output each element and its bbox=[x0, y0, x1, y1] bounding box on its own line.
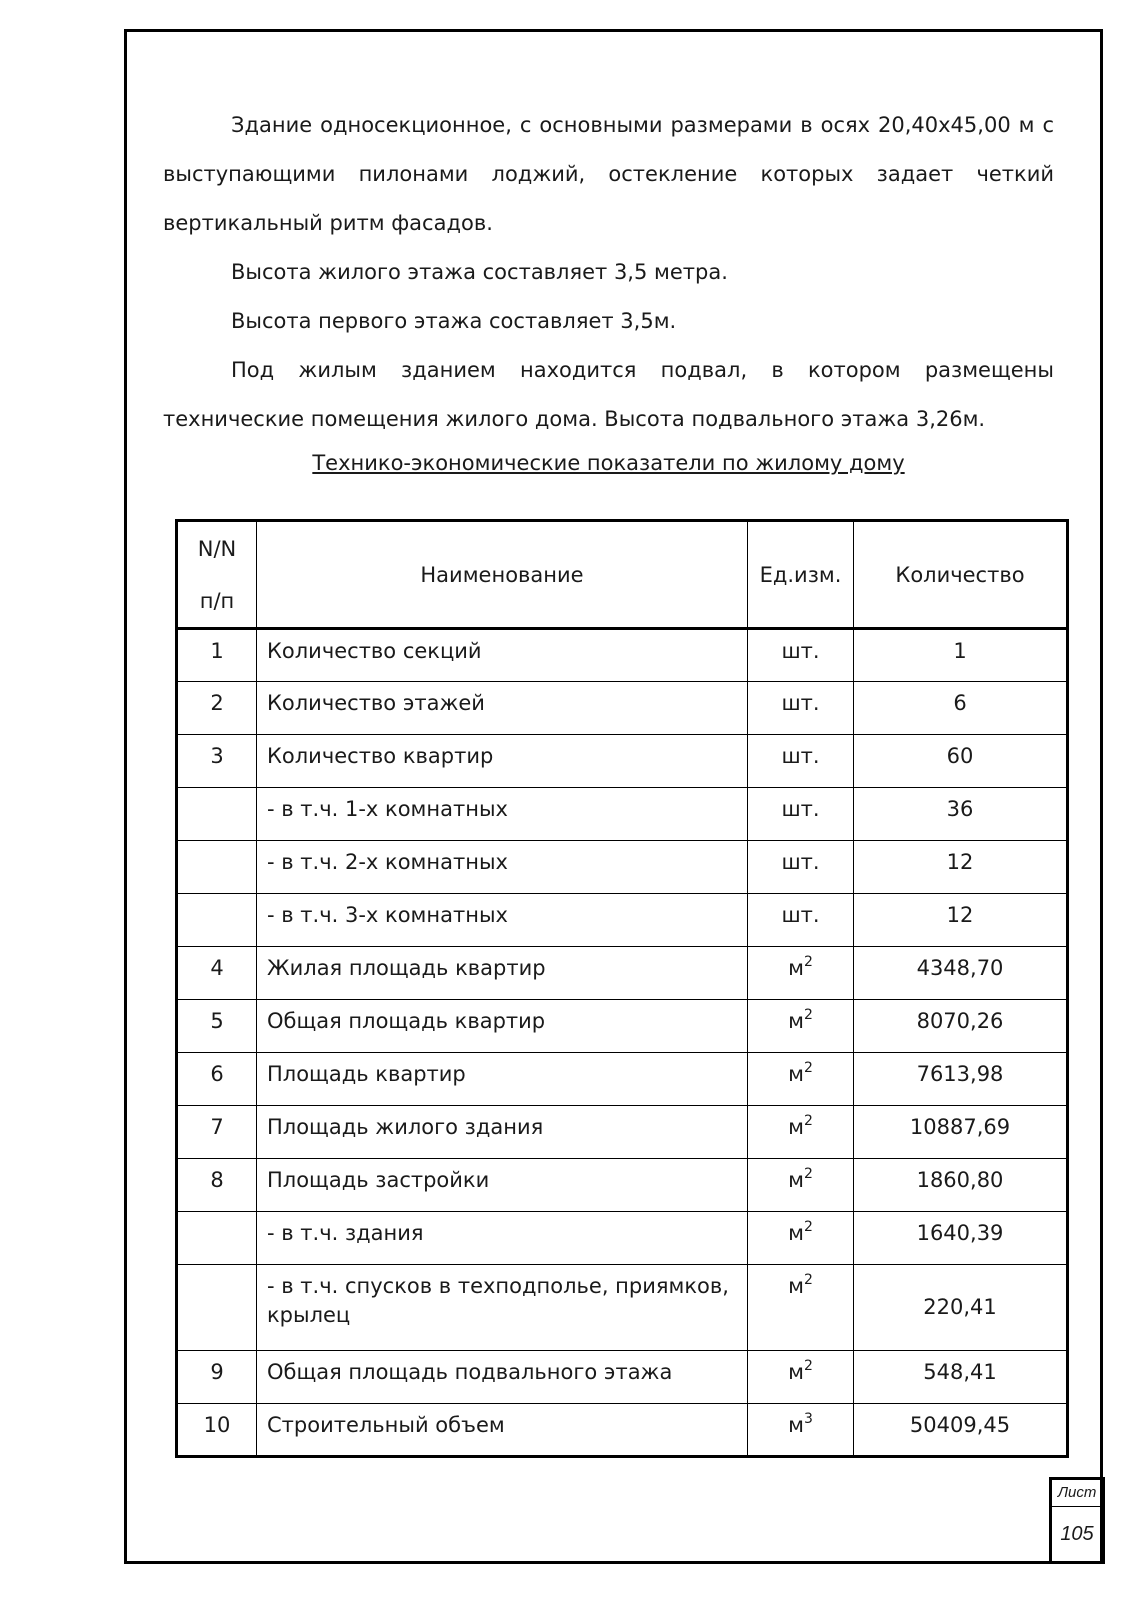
row-unit bbox=[748, 1404, 854, 1457]
unit-power: 2 bbox=[803, 1060, 813, 1076]
unit-text: м bbox=[788, 956, 804, 980]
row-name: Количество квартир bbox=[257, 735, 748, 788]
table-row bbox=[177, 682, 1068, 735]
row-quantity: 50409,45 bbox=[854, 1404, 1068, 1457]
unit-power: 2 bbox=[803, 1358, 813, 1374]
row-name: Площадь застройки bbox=[257, 1159, 748, 1212]
row-quantity: 548,41 bbox=[854, 1351, 1068, 1404]
header-quantity: Количество bbox=[854, 521, 1068, 629]
header-number-line2: п/п bbox=[199, 588, 235, 613]
row-quantity: 12 bbox=[854, 894, 1068, 947]
unit-text: шт. bbox=[781, 797, 820, 821]
row-quantity: 8070,26 bbox=[854, 1000, 1068, 1053]
row-number: 5 bbox=[177, 1000, 257, 1053]
row-quantity: 220,41 bbox=[854, 1265, 1068, 1351]
table-title: Технико-экономические показатели по жилому дому bbox=[312, 451, 905, 475]
row-name: - в т.ч. здания bbox=[257, 1212, 748, 1265]
table-row bbox=[177, 894, 1068, 947]
unit-text: м bbox=[788, 1062, 804, 1086]
unit-power: 2 bbox=[803, 954, 813, 970]
table-row bbox=[177, 735, 1068, 788]
row-name: - в т.ч. 2-х комнатных bbox=[257, 841, 748, 894]
row-name: Жилая площадь квартир bbox=[257, 947, 748, 1000]
row-name: - в т.ч. 3-х комнатных bbox=[257, 894, 748, 947]
row-number: 8 bbox=[177, 1159, 257, 1212]
table-row bbox=[177, 1404, 1068, 1457]
table-row bbox=[177, 1159, 1068, 1212]
row-unit bbox=[748, 1106, 854, 1159]
unit-power: 2 bbox=[803, 1007, 813, 1023]
row-name: Общая площадь подвального этажа bbox=[257, 1351, 748, 1404]
row-number bbox=[177, 1212, 257, 1265]
row-quantity: 12 bbox=[854, 841, 1068, 894]
row-name: Строительный объем bbox=[257, 1404, 748, 1457]
header-number-line1: N/N bbox=[197, 536, 237, 561]
row-unit bbox=[748, 735, 854, 788]
unit-text: шт. bbox=[781, 850, 820, 874]
row-quantity: 10887,69 bbox=[854, 1106, 1068, 1159]
row-quantity: 6 bbox=[854, 682, 1068, 735]
row-unit bbox=[748, 1000, 854, 1053]
row-quantity: 1640,39 bbox=[854, 1212, 1068, 1265]
unit-text: шт. bbox=[781, 691, 820, 715]
sheet-number-box bbox=[1049, 1477, 1105, 1564]
body-text bbox=[163, 101, 1054, 444]
indicators-table bbox=[175, 519, 1069, 1458]
row-quantity: 7613,98 bbox=[854, 1053, 1068, 1106]
row-name: Количество этажей bbox=[257, 682, 748, 735]
table-row bbox=[177, 1106, 1068, 1159]
row-number bbox=[177, 841, 257, 894]
unit-text: шт. bbox=[781, 639, 820, 663]
row-number: 6 bbox=[177, 1053, 257, 1106]
row-unit bbox=[748, 947, 854, 1000]
row-name: - в т.ч. спусков в техподполье, приямков, крылец bbox=[257, 1265, 748, 1351]
table-row bbox=[177, 629, 1068, 682]
row-number bbox=[177, 788, 257, 841]
row-unit bbox=[748, 1265, 854, 1351]
unit-text: м bbox=[788, 1413, 804, 1437]
unit-power: 2 bbox=[803, 1113, 813, 1129]
row-unit bbox=[748, 1053, 854, 1106]
row-name: Площадь квартир bbox=[257, 1053, 748, 1106]
paragraph-basement: Под жилым зданием находится подвал, в котором размещены технические помещения жилого дома. Высота подвального этажа 3,26м. bbox=[163, 358, 1054, 431]
table-row bbox=[177, 1351, 1068, 1404]
paragraph-building: Здание односекционное, с основными размерами в осях 20,40х45,00 м с выступающими пилонами лоджий, остекление которых задает четкий вертикальный ритм фасадов. bbox=[163, 113, 1054, 235]
unit-text: м bbox=[788, 1274, 804, 1298]
row-unit bbox=[748, 682, 854, 735]
row-number: 10 bbox=[177, 1404, 257, 1457]
row-unit bbox=[748, 788, 854, 841]
unit-text: м bbox=[788, 1009, 804, 1033]
row-unit bbox=[748, 1351, 854, 1404]
unit-text: м bbox=[788, 1221, 804, 1245]
unit-power: 2 bbox=[803, 1219, 813, 1235]
unit-text: шт. bbox=[781, 744, 820, 768]
row-name: - в т.ч. 1-х комнатных bbox=[257, 788, 748, 841]
row-number: 9 bbox=[177, 1351, 257, 1404]
table-row bbox=[177, 947, 1068, 1000]
paragraph-floor-height: Высота жилого этажа составляет 3,5 метра. bbox=[231, 260, 728, 284]
table-header-row bbox=[177, 521, 1068, 629]
row-unit bbox=[748, 1159, 854, 1212]
unit-text: м bbox=[788, 1360, 804, 1384]
table-row bbox=[177, 1000, 1068, 1053]
row-unit bbox=[748, 629, 854, 682]
unit-text: м bbox=[788, 1168, 804, 1192]
table-row bbox=[177, 1265, 1068, 1351]
header-number bbox=[177, 521, 257, 629]
row-number: 7 bbox=[177, 1106, 257, 1159]
sheet-label: Лист bbox=[1052, 1480, 1102, 1507]
unit-power: 3 bbox=[803, 1411, 813, 1427]
row-unit bbox=[748, 841, 854, 894]
row-quantity: 1860,80 bbox=[854, 1159, 1068, 1212]
row-unit bbox=[748, 894, 854, 947]
table-row bbox=[177, 788, 1068, 841]
unit-text: м bbox=[788, 1115, 804, 1139]
unit-power: 2 bbox=[803, 1166, 813, 1182]
table-row bbox=[177, 841, 1068, 894]
header-name: Наименование bbox=[257, 521, 748, 629]
row-number bbox=[177, 1265, 257, 1351]
row-quantity: 1 bbox=[854, 629, 1068, 682]
row-name: Общая площадь квартир bbox=[257, 1000, 748, 1053]
table-row bbox=[177, 1212, 1068, 1265]
table-row bbox=[177, 1053, 1068, 1106]
row-quantity: 60 bbox=[854, 735, 1068, 788]
row-quantity: 36 bbox=[854, 788, 1068, 841]
unit-power: 2 bbox=[803, 1272, 813, 1288]
row-name: Площадь жилого здания bbox=[257, 1106, 748, 1159]
row-number bbox=[177, 894, 257, 947]
sheet-number: 105 bbox=[1060, 1523, 1094, 1545]
row-number: 2 bbox=[177, 682, 257, 735]
header-unit: Ед.изм. bbox=[748, 521, 854, 629]
row-unit bbox=[748, 1212, 854, 1265]
row-number: 1 bbox=[177, 629, 257, 682]
paragraph-first-floor-height: Высота первого этажа составляет 3,5м. bbox=[231, 309, 677, 333]
row-quantity: 4348,70 bbox=[854, 947, 1068, 1000]
row-number: 4 bbox=[177, 947, 257, 1000]
row-name: Количество секций bbox=[257, 629, 748, 682]
unit-text: шт. bbox=[781, 903, 820, 927]
row-number: 3 bbox=[177, 735, 257, 788]
